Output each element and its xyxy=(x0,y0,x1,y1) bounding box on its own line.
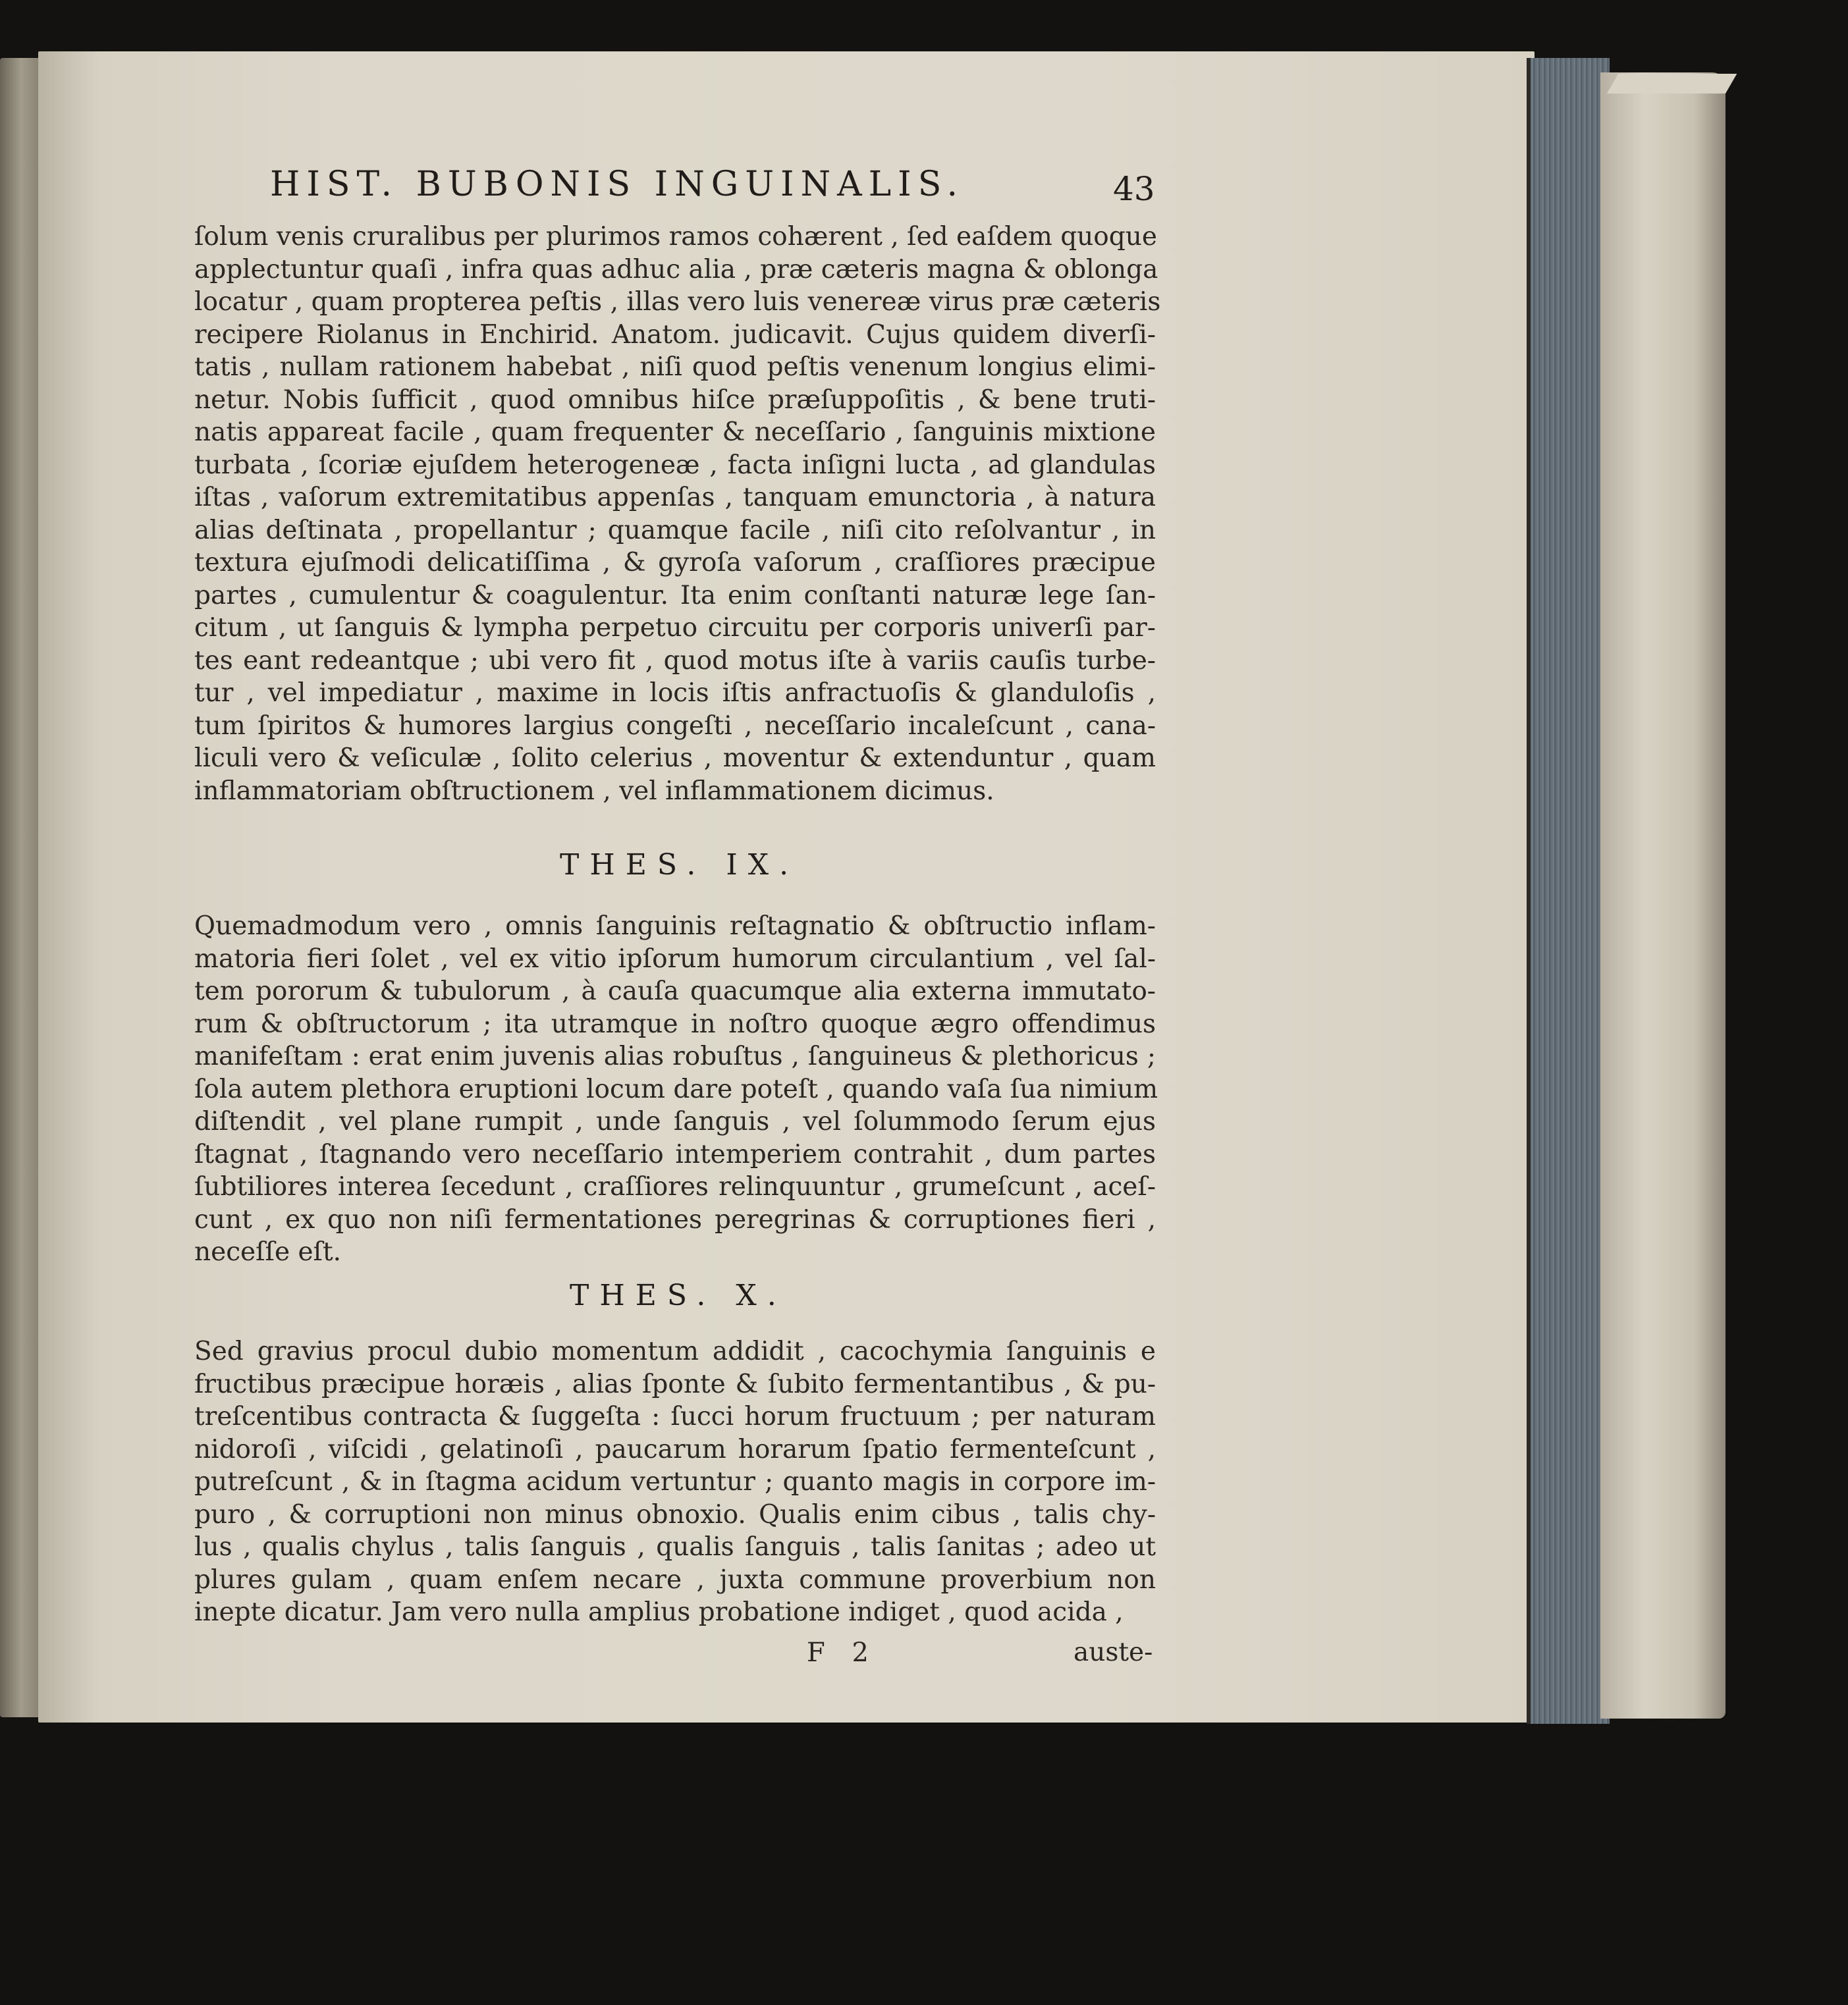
text-line: tur , vel impediatur , maxime in locis iſtis anfractuoſis & glanduloſis , xyxy=(194,678,1156,708)
text-line: matoria fieri ſolet , vel ex vitio ipſorum humorum circulantium , vel ſal- xyxy=(194,944,1156,974)
running-head: HIST. BUBONIS INGUINALIS. xyxy=(270,165,965,204)
text-line: Sed gravius procul dubio momentum addidit , cacochymia ſanguinis e xyxy=(194,1337,1156,1366)
text-line: ſola autem plethora eruptioni locum dare poteſt , quando vaſa ſua nimium xyxy=(194,1074,1158,1104)
text-line: textura ejuſmodi delicatiſſima , & gyroſa vaſorum , craſſiores præcipue xyxy=(194,548,1156,577)
text-line: iſtas , vaſorum extremitatibus appenſas , tanquam emunctoria , à natura xyxy=(194,483,1156,512)
text-line: locatur , quam propterea peſtis , illas vero luis venereæ virus præ cæteris xyxy=(194,287,1161,317)
text-line: partes , cumulentur & coagulentur. Ita enim conſtanti naturæ lege ſan- xyxy=(194,580,1156,610)
text-line: manifeſtam : erat enim juvenis alias robuſtus , ſanguineus & plethoricus ; xyxy=(194,1042,1156,1071)
text-line: tes eant redeantque ; ubi vero fit , quod motus iſte à variis cauſis turbe- xyxy=(194,645,1156,676)
section-heading-x: THES. X. xyxy=(570,1279,787,1312)
book-cover-board xyxy=(1600,72,1726,1719)
text-line: nidoroſi , viſcidi , gelatinoſi , paucarum horarum ſpatio fermenteſcunt , xyxy=(194,1434,1156,1464)
text-line: recipere Riolanus in Enchirid. Anatom. judicavit. Cujus quidem diverſi- xyxy=(194,319,1156,350)
text-line: turbata , ſcoriæ ejuſdem heterogeneæ , facta inſigni lucta , ad glandulas xyxy=(194,450,1156,480)
text-line: tem pororum & tubulorum , à cauſa quacumque alia externa immutato- xyxy=(194,976,1156,1006)
text-line: ſtagnat , ſtagnando vero neceſſario intemperiem contrahit , dum partes xyxy=(194,1139,1156,1169)
paragraph-thes-ix xyxy=(194,910,1156,1269)
text-line: ſolum venis cruralibus per plurimos ramos cohærent , ſed eaſdem quoque xyxy=(194,222,1157,252)
text-line: inepte dicatur. Jam vero nulla amplius probatione indiget , quod acida , xyxy=(194,1597,1124,1627)
text-line: ſubtiliores interea ſecedunt , craſſiores relinquuntur , grumeſcunt , aceſ- xyxy=(194,1172,1156,1202)
text-line: plures gulam , quam enſem necare , juxta commune proverbium non xyxy=(194,1564,1156,1595)
text-line: diſtendit , vel plane rumpit , unde ſanguis , vel ſolummodo ſerum ejus xyxy=(194,1107,1156,1136)
text-line: natis appareat facile , quam frequenter & neceſſario , ſanguinis mixtione xyxy=(194,417,1156,447)
text-line: tum ſpiritos & humores largius congeſti , neceſſario incaleſcunt , cana- xyxy=(194,710,1156,741)
text-line: treſcentibus contracta & ſuggeſta : ſucci horum fructuum ; per naturam xyxy=(194,1402,1156,1431)
book-cover-top xyxy=(1607,74,1737,94)
text-line: fructibus præcipue horæis , alias ſponte & ſubito fermentantibus , & pu- xyxy=(194,1369,1156,1399)
text-line: Quemadmodum vero , omnis ſanguinis reſtagnatio & obſtructio inflam- xyxy=(194,911,1156,941)
text-line: lus , qualis chylus , talis ſanguis , qualis ſanguis , talis ſanitas ; adeo ut xyxy=(194,1532,1156,1562)
text-line: applectuntur quaſi , infra quas adhuc alia , præ cæteris magna & oblonga xyxy=(194,254,1158,284)
text-line: cunt , ex quo non niſi fermentationes peregrinas & corruptiones fieri , xyxy=(194,1204,1156,1235)
paragraph-thes-x xyxy=(194,1335,1156,1629)
text-line: alias deſtinata , propellantur ; quamque facile , niſi cito reſolvantur , in xyxy=(194,515,1156,545)
text-line: netur. Nobis ſufficit , quod omnibus hiſce præſuppoſitis , & bene truti- xyxy=(194,385,1156,415)
text-line: citum , ut ſanguis & lympha perpetuo circuitu per corporis univerſi par- xyxy=(194,613,1156,643)
page-number: 43 xyxy=(1113,170,1155,208)
catchword: auste- xyxy=(1073,1638,1153,1667)
text-line: liculi vero & veſiculæ , ſolito celerius , moventur & extenduntur , quam xyxy=(194,743,1156,773)
text-line: puro , & corruptioni non minus obnoxio. Qualis enim cibus , talis chy- xyxy=(194,1499,1156,1530)
signature-mark: F 2 xyxy=(807,1638,878,1668)
text-line: neceſſe eſt. xyxy=(194,1237,342,1267)
section-heading-ix: THES. IX. xyxy=(560,848,800,882)
page-fore-edge xyxy=(1527,58,1610,1724)
text-line: inflammatoriam obſtructionem , vel inflammationem dicimus. xyxy=(194,776,994,806)
previous-page-edge xyxy=(0,58,38,1717)
text-line: tatis , nullam rationem habebat , niſi quod peſtis venenum longius elimi- xyxy=(194,352,1156,382)
text-line: putreſcunt , & in ſtagma acidum vertuntur ; quanto magis in corpore im- xyxy=(194,1467,1156,1497)
paragraph-continuation xyxy=(194,221,1161,807)
text-line: rum & obſtructorum ; ita utramque in noſtro quoque ægro offendimus xyxy=(194,1009,1156,1039)
